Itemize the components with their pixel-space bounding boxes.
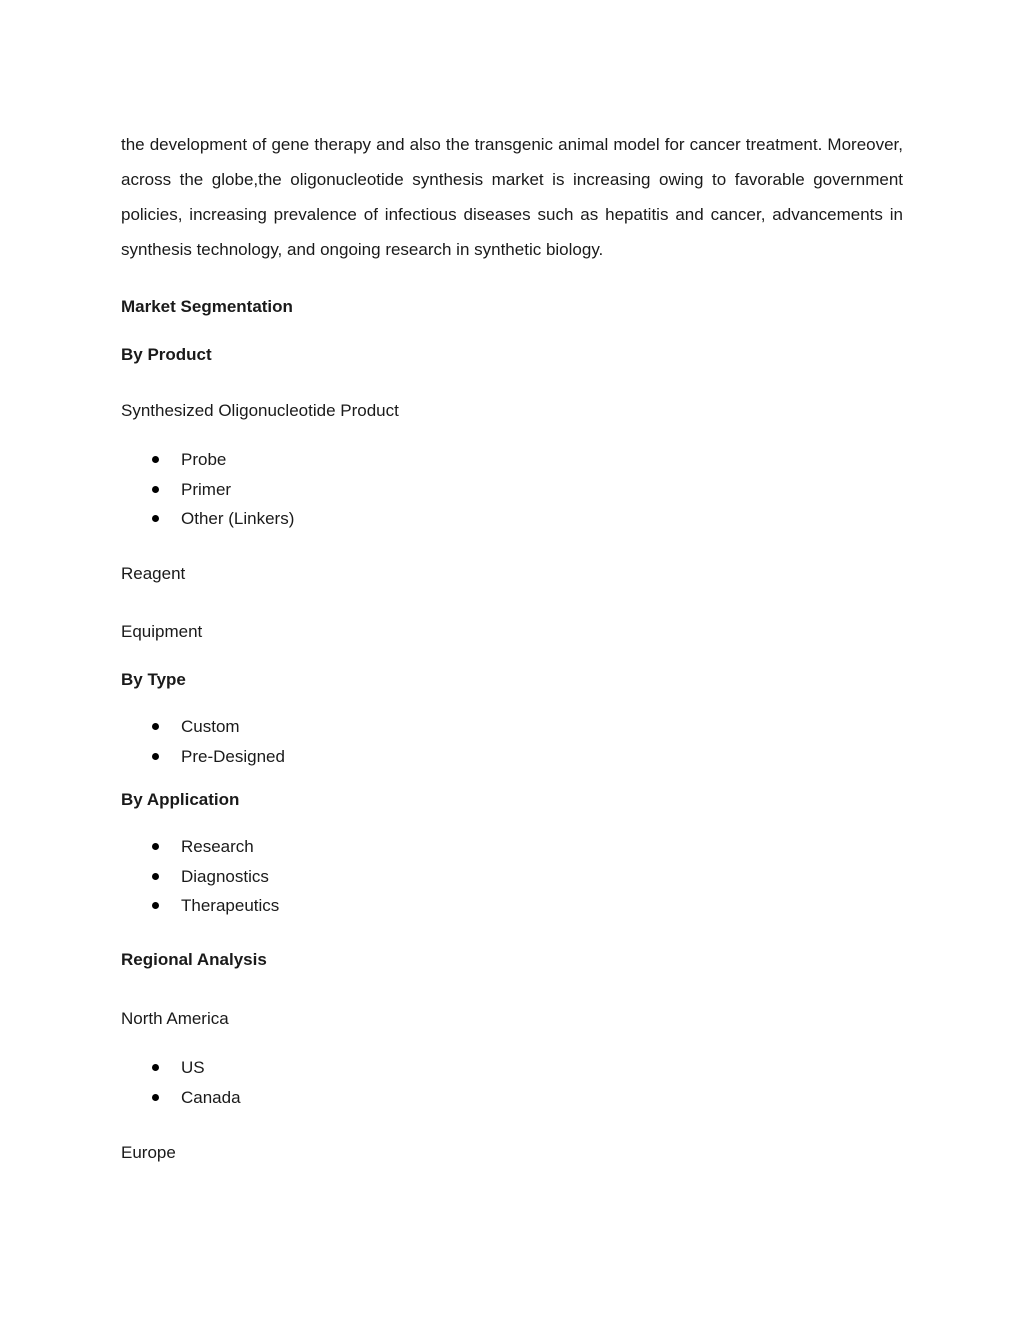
bullet-icon xyxy=(152,723,159,730)
list-item-label: Therapeutics xyxy=(181,896,280,915)
synthesized-product-label: Synthesized Oligonucleotide Product xyxy=(121,401,399,420)
synthesized-product-list xyxy=(121,449,294,538)
bullet-icon xyxy=(152,902,159,909)
list-item-label: Probe xyxy=(181,450,227,469)
bullet-icon xyxy=(152,753,159,760)
list-item-label: Pre-Designed xyxy=(181,746,285,766)
list-item xyxy=(121,836,279,866)
by-application-heading: By Application xyxy=(121,790,240,809)
bullet-icon xyxy=(152,1064,159,1071)
equipment-label: Equipment xyxy=(121,622,203,641)
reagent-label: Reagent xyxy=(121,564,186,583)
list-item-label: Primer xyxy=(181,479,232,499)
list-item xyxy=(121,866,279,896)
bullet-icon xyxy=(152,873,159,880)
list-item xyxy=(121,746,285,776)
list-item-label: Canada xyxy=(181,1087,241,1107)
list-item xyxy=(121,1057,241,1087)
list-item-label: Research xyxy=(181,837,254,856)
list-item xyxy=(121,716,285,746)
list-item xyxy=(121,1087,241,1117)
list-item-label: Diagnostics xyxy=(181,866,269,886)
market-segmentation-heading: Market Segmentation xyxy=(121,297,293,316)
north-america-label: North America xyxy=(121,1009,229,1028)
list-item-label: Custom xyxy=(181,717,240,736)
bullet-icon xyxy=(152,843,159,850)
list-item xyxy=(121,508,294,538)
by-product-heading: By Product xyxy=(121,345,212,364)
bullet-icon xyxy=(152,515,159,522)
bullet-icon xyxy=(152,456,159,463)
europe-label: Europe xyxy=(121,1143,176,1162)
list-item xyxy=(121,895,279,925)
list-item-label: Other (Linkers) xyxy=(181,509,295,528)
by-application-list xyxy=(121,836,279,925)
list-item xyxy=(121,449,294,479)
list-item xyxy=(121,479,294,509)
list-item-label: US xyxy=(181,1058,205,1077)
bullet-icon xyxy=(152,1094,159,1101)
intro-paragraph: the development of gene therapy and also the transgenic animal model for cancer treatment. Moreover, across the globe,the oligonucleotide synthesis market is increasing owing to favorable government policies, increasing prevalence of infectious diseases such as hepatitis and cancer, advancements in synthesis technology, and ongoing research in synthetic biology. xyxy=(121,135,903,259)
bullet-icon xyxy=(152,486,159,493)
north-america-list xyxy=(121,1057,241,1116)
by-type-list xyxy=(121,716,285,775)
regional-analysis-heading: Regional Analysis xyxy=(121,950,267,969)
by-type-heading: By Type xyxy=(121,670,186,689)
